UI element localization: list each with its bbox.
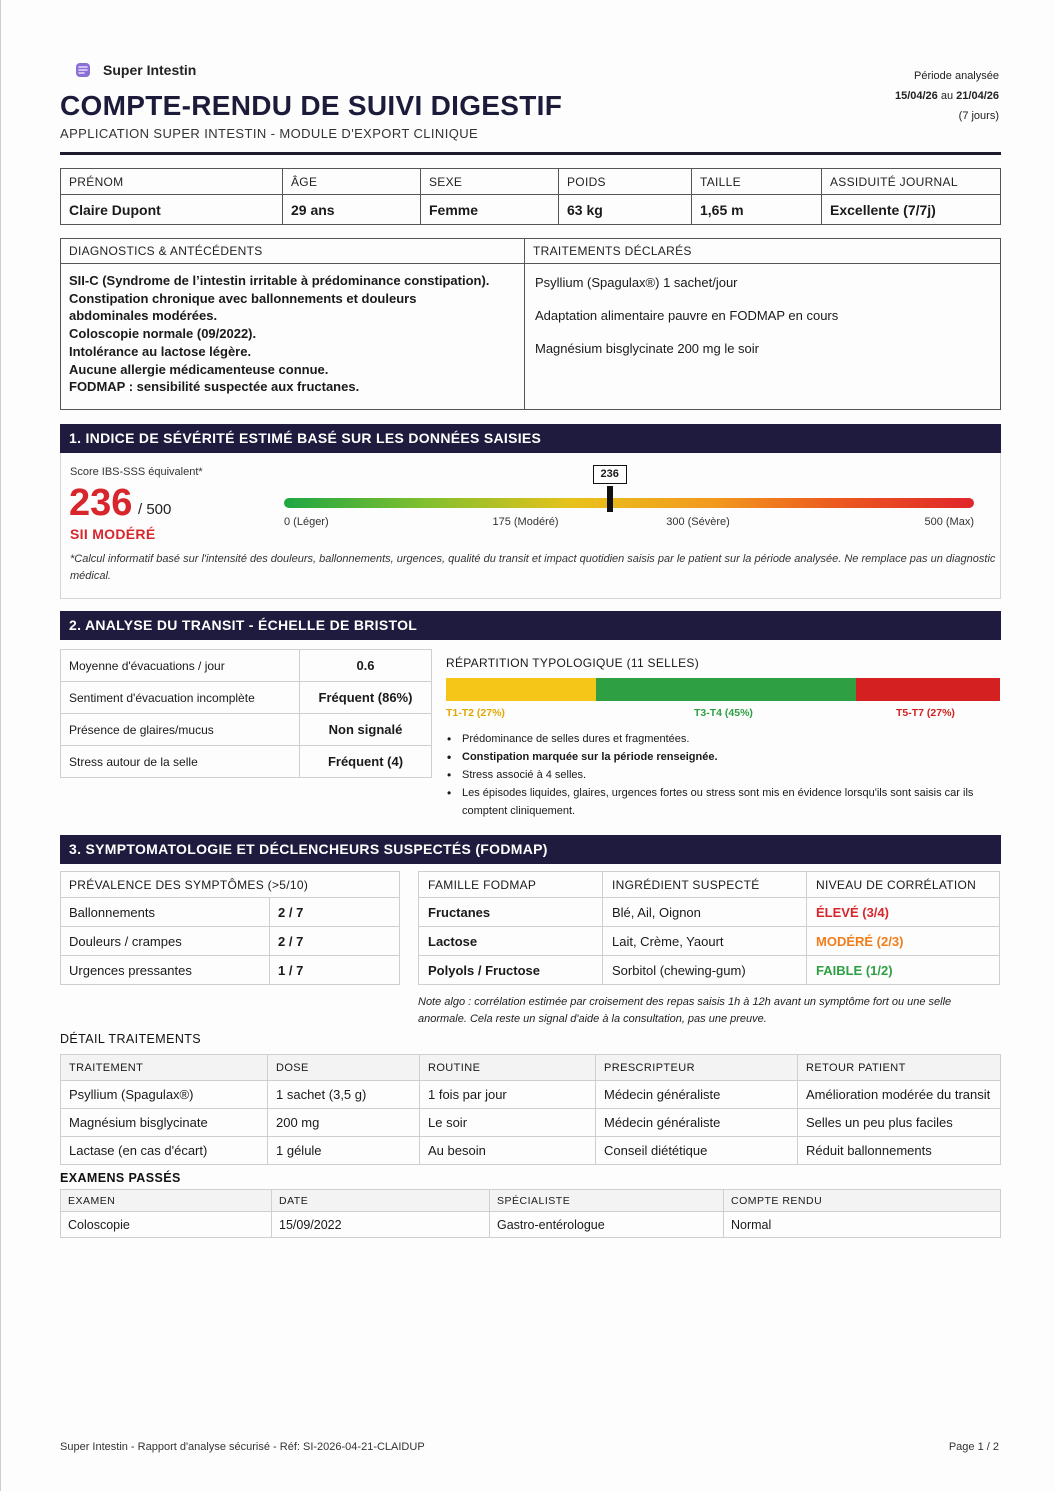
patient-table xyxy=(60,168,1001,225)
section-3-title: 3. SYMPTOMATOLOGIE ET DÉCLENCHEURS SUSPECTÉS (FODMAP) xyxy=(60,835,1001,864)
score-note: *Calcul informatif basé sur l'intensité des douleurs, ballonnements, urgences, qualité du transit et impact quotidien saisis par le patient sur la période analysée. Ne remplace pas un diagnostic médical. xyxy=(70,553,996,582)
table-cell: 15/09/2022 xyxy=(272,1212,490,1238)
brand-name: Super Intestin xyxy=(103,62,197,78)
patient-weight: 63 kg xyxy=(559,195,692,225)
table-cell: Lactase (en cas d'écart) xyxy=(61,1137,268,1165)
score-category: SII MODÉRÉ xyxy=(70,526,156,542)
table-cell: 1 sachet (3,5 g) xyxy=(268,1081,420,1109)
fodmap-level: MODÉRÉ (2/3) xyxy=(807,927,1000,956)
patient-height: 1,65 m xyxy=(692,195,822,225)
transit-bullets xyxy=(462,730,1002,820)
fodmap-family: Fructanes xyxy=(419,898,603,927)
patient-header: ÂGE xyxy=(283,169,421,195)
score-value: 236 xyxy=(69,482,133,524)
severity-gauge xyxy=(284,498,974,508)
table-row xyxy=(61,1109,1001,1137)
fodmap-header: FAMILLE FODMAP xyxy=(419,872,603,898)
period-end: 21/04/26 xyxy=(956,90,999,102)
table-header-row xyxy=(61,1055,1001,1081)
table-cell: Coloscopie xyxy=(61,1212,272,1238)
list-item: • Constipation marquée sur la période renseignée. xyxy=(462,748,1002,766)
table-cell: 1 fois par jour xyxy=(420,1081,596,1109)
diagnostic-line: Aucune allergie médicamenteuse connue. xyxy=(69,361,329,377)
period-range xyxy=(895,86,999,106)
table-row xyxy=(419,956,1000,985)
diagnostic-line: abdominales modérées. xyxy=(69,308,218,324)
fodmap-header: NIVEAU DE CORRÉLATION xyxy=(807,872,1000,898)
table-row xyxy=(61,714,432,746)
distribution-title: RÉPARTITION TYPOLOGIQUE (11 SELLES) xyxy=(446,656,700,670)
fodmap-family: Polyols / Fructose xyxy=(419,956,603,985)
document-subtitle: APPLICATION SUPER INTESTIN - MODULE D'EXPORT CLINIQUE xyxy=(60,126,479,141)
symptoms-table xyxy=(60,871,400,985)
exams-table xyxy=(60,1189,1001,1238)
list-item: • Stress associé à 4 selles. xyxy=(462,766,1002,784)
fodmap-level: ÉLEVÉ (3/4) xyxy=(807,898,1000,927)
distribution-label: T5-T7 (27%) xyxy=(896,707,955,719)
diagnostics-column xyxy=(61,239,525,409)
table-cell: 1 gélule xyxy=(268,1137,420,1165)
distribution-segment-t3-t4 xyxy=(596,678,856,701)
table-cell: Médecin généraliste xyxy=(596,1109,798,1137)
distribution-segment-t1-t2 xyxy=(446,678,596,701)
intestine-icon xyxy=(73,60,93,80)
column-header: ROUTINE xyxy=(420,1055,596,1081)
patient-value-row xyxy=(61,195,1001,225)
period-block xyxy=(895,66,999,126)
table-cell: Conseil diététique xyxy=(596,1137,798,1165)
distribution-bar xyxy=(446,678,1000,701)
table-row xyxy=(61,1212,1001,1238)
table-row xyxy=(61,746,432,778)
list-item: • Prédominance de selles dures et fragmentées. xyxy=(462,730,1002,748)
gauge-marker xyxy=(607,486,613,512)
patient-sex: Femme xyxy=(421,195,559,225)
metric-label: Présence de glaires/mucus xyxy=(61,714,300,746)
patient-header-row xyxy=(61,169,1001,195)
table-cell: Amélioration modérée du transit xyxy=(798,1081,1001,1109)
symptoms-title: PRÉVALENCE DES SYMPTÔMES (>5/10) xyxy=(61,872,400,898)
patient-adherence: Excellente (7/7j) xyxy=(822,195,1001,225)
patient-age: 29 ans xyxy=(283,195,421,225)
header-divider xyxy=(60,152,1001,155)
list-item: • Les épisodes liquides, glaires, urgences fortes ou stress sont mis en évidence lorsqu'ils sont saisis car ils comptent cliniquement. xyxy=(462,784,1002,820)
column-header: DATE xyxy=(272,1190,490,1212)
table-row xyxy=(61,927,400,956)
exams-title: EXAMENS PASSÉS xyxy=(60,1171,181,1185)
table-cell: Le soir xyxy=(420,1109,596,1137)
table-row xyxy=(61,1081,1001,1109)
table-row xyxy=(61,898,400,927)
column-header: SPÉCIALISTE xyxy=(490,1190,724,1212)
metric-value: Fréquent (86%) xyxy=(300,682,432,714)
brand xyxy=(73,60,196,80)
diagnostic-line: Constipation chronique avec ballonnements et douleurs xyxy=(69,290,417,306)
column-header: TRAITEMENT xyxy=(61,1055,268,1081)
table-row xyxy=(61,682,432,714)
score-max: / 500 xyxy=(138,501,172,518)
metric-value: Fréquent (4) xyxy=(300,746,432,778)
treatment-item: Psyllium (Spagulax®) 1 sachet/jour xyxy=(535,275,738,290)
table-row xyxy=(61,956,400,985)
table-header-row xyxy=(61,1190,1001,1212)
table-cell: Selles un peu plus faciles xyxy=(798,1109,1001,1137)
fodmap-note: Note algo : corrélation estimée par croisement des repas saisis 1h à 12h avant un symptôme fort ou une selle anormale. Cela reste un signal d'aide à la consultation, pas une preuve. xyxy=(418,996,952,1025)
footer-reference: Super Intestin - Rapport d'analyse sécurisé - Réf: SI-2026-04-21-CLAIDUP xyxy=(60,1441,425,1453)
diagnostics-title: DIAGNOSTICS & ANTÉCÉDENTS xyxy=(61,239,524,264)
document-title: COMPTE-RENDU DE SUIVI DIGESTIF xyxy=(60,90,563,121)
diagnostics-box xyxy=(60,238,1001,410)
treatments-detail-title: DÉTAIL TRAITEMENTS xyxy=(60,1032,202,1046)
metric-label: Moyenne d'évacuations / jour xyxy=(61,650,300,682)
symptom-name: Douleurs / crampes xyxy=(61,927,270,956)
diagnostic-line: Coloscopie normale (09/2022). xyxy=(69,326,257,342)
table-cell: Réduit ballonnements xyxy=(798,1137,1001,1165)
table-cell: Normal xyxy=(724,1212,1001,1238)
patient-header: SEXE xyxy=(421,169,559,195)
patient-name: Claire Dupont xyxy=(61,195,283,225)
column-header: EXAMEN xyxy=(61,1190,272,1212)
fodmap-family: Lactose xyxy=(419,927,603,956)
period-start: 15/04/26 xyxy=(894,90,938,102)
symptom-name: Urgences pressantes xyxy=(61,956,270,985)
patient-header: TAILLE xyxy=(692,169,822,195)
diagnostic-line: SII-C (Syndrome de l’intestin irritable à prédominance constipation). xyxy=(69,273,490,288)
table-cell: Gastro-entérologue xyxy=(490,1212,724,1238)
table-header-row xyxy=(61,872,400,898)
table-cell: Psyllium (Spagulax®) xyxy=(61,1081,268,1109)
symptom-name: Ballonnements xyxy=(61,898,270,927)
table-header-row xyxy=(419,872,1000,898)
table-cell: Magnésium bisglycinate xyxy=(61,1109,268,1137)
gauge-tick: 300 (Sévère) xyxy=(666,516,730,528)
treatments-title: TRAITEMENTS DÉCLARÉS xyxy=(525,239,1000,264)
diagnostic-line: FODMAP : sensibilité suspectée aux fructanes. xyxy=(69,379,360,395)
distribution-segment-t5-t7 xyxy=(856,678,1000,701)
gauge-marker-label: 236 xyxy=(593,465,627,484)
transit-table xyxy=(60,649,432,778)
treatment-item: Magnésium bisglycinate 200 mg le soir xyxy=(535,341,759,356)
patient-header: PRÉNOM xyxy=(61,169,283,195)
table-cell: Au besoin xyxy=(420,1137,596,1165)
table-row xyxy=(419,927,1000,956)
period-sep: au xyxy=(940,90,954,102)
symptom-count: 2 / 7 xyxy=(270,898,400,927)
table-row xyxy=(61,650,432,682)
metric-label: Sentiment d'évacuation incomplète xyxy=(61,682,300,714)
gauge-tick: 0 (Léger) xyxy=(284,516,329,528)
distribution-label: T3-T4 (45%) xyxy=(694,707,753,719)
column-header: COMPTE RENDU xyxy=(724,1190,1001,1212)
diagnostics-list xyxy=(61,264,524,404)
fodmap-header: INGRÉDIENT SUSPECTÉ xyxy=(603,872,807,898)
table-cell: 200 mg xyxy=(268,1109,420,1137)
treatments-detail-table xyxy=(60,1054,1001,1165)
diagnostic-line: Intolérance au lactose légère. xyxy=(69,343,252,359)
fodmap-table xyxy=(418,871,1000,985)
gauge-tick: 175 (Modéré) xyxy=(492,516,559,528)
fodmap-ingredient: Blé, Ail, Oignon xyxy=(603,898,807,927)
treatment-item: Adaptation alimentaire pauvre en FODMAP en cours xyxy=(535,308,839,323)
distribution-label: T1-T2 (27%) xyxy=(446,707,505,719)
fodmap-ingredient: Lait, Crème, Yaourt xyxy=(603,927,807,956)
section-2-title: 2. ANALYSE DU TRANSIT - ÉCHELLE DE BRISTOL xyxy=(60,611,1001,640)
fodmap-level: FAIBLE (1/2) xyxy=(807,956,1000,985)
table-row xyxy=(419,898,1000,927)
symptom-count: 1 / 7 xyxy=(270,956,400,985)
score-label: Score IBS-SSS équivalent* xyxy=(70,466,203,478)
table-row xyxy=(61,1137,1001,1165)
section-1-title: 1. INDICE DE SÉVÉRITÉ ESTIMÉ BASÉ SUR LES DONNÉES SAISIES xyxy=(60,424,1001,453)
column-header: RETOUR PATIENT xyxy=(798,1055,1001,1081)
metric-value: Non signalé xyxy=(300,714,432,746)
metric-label: Stress autour de la selle xyxy=(61,746,300,778)
table-cell: Médecin généraliste xyxy=(596,1081,798,1109)
page-number: Page 1 / 2 xyxy=(948,1441,999,1453)
patient-header: ASSIDUITÉ JOURNAL xyxy=(822,169,1001,195)
fodmap-ingredient: Sorbitol (chewing-gum) xyxy=(603,956,807,985)
period-days: (7 jours) xyxy=(958,110,999,122)
treatments-list xyxy=(525,264,1000,383)
column-header: DOSE xyxy=(268,1055,420,1081)
treatments-column xyxy=(525,239,1000,409)
period-label: Période analysée xyxy=(913,70,999,82)
symptom-count: 2 / 7 xyxy=(270,927,400,956)
metric-value: 0.6 xyxy=(300,650,432,682)
patient-header: POIDS xyxy=(559,169,692,195)
column-header: PRESCRIPTEUR xyxy=(596,1055,798,1081)
gauge-tick: 500 (Max) xyxy=(924,516,974,528)
